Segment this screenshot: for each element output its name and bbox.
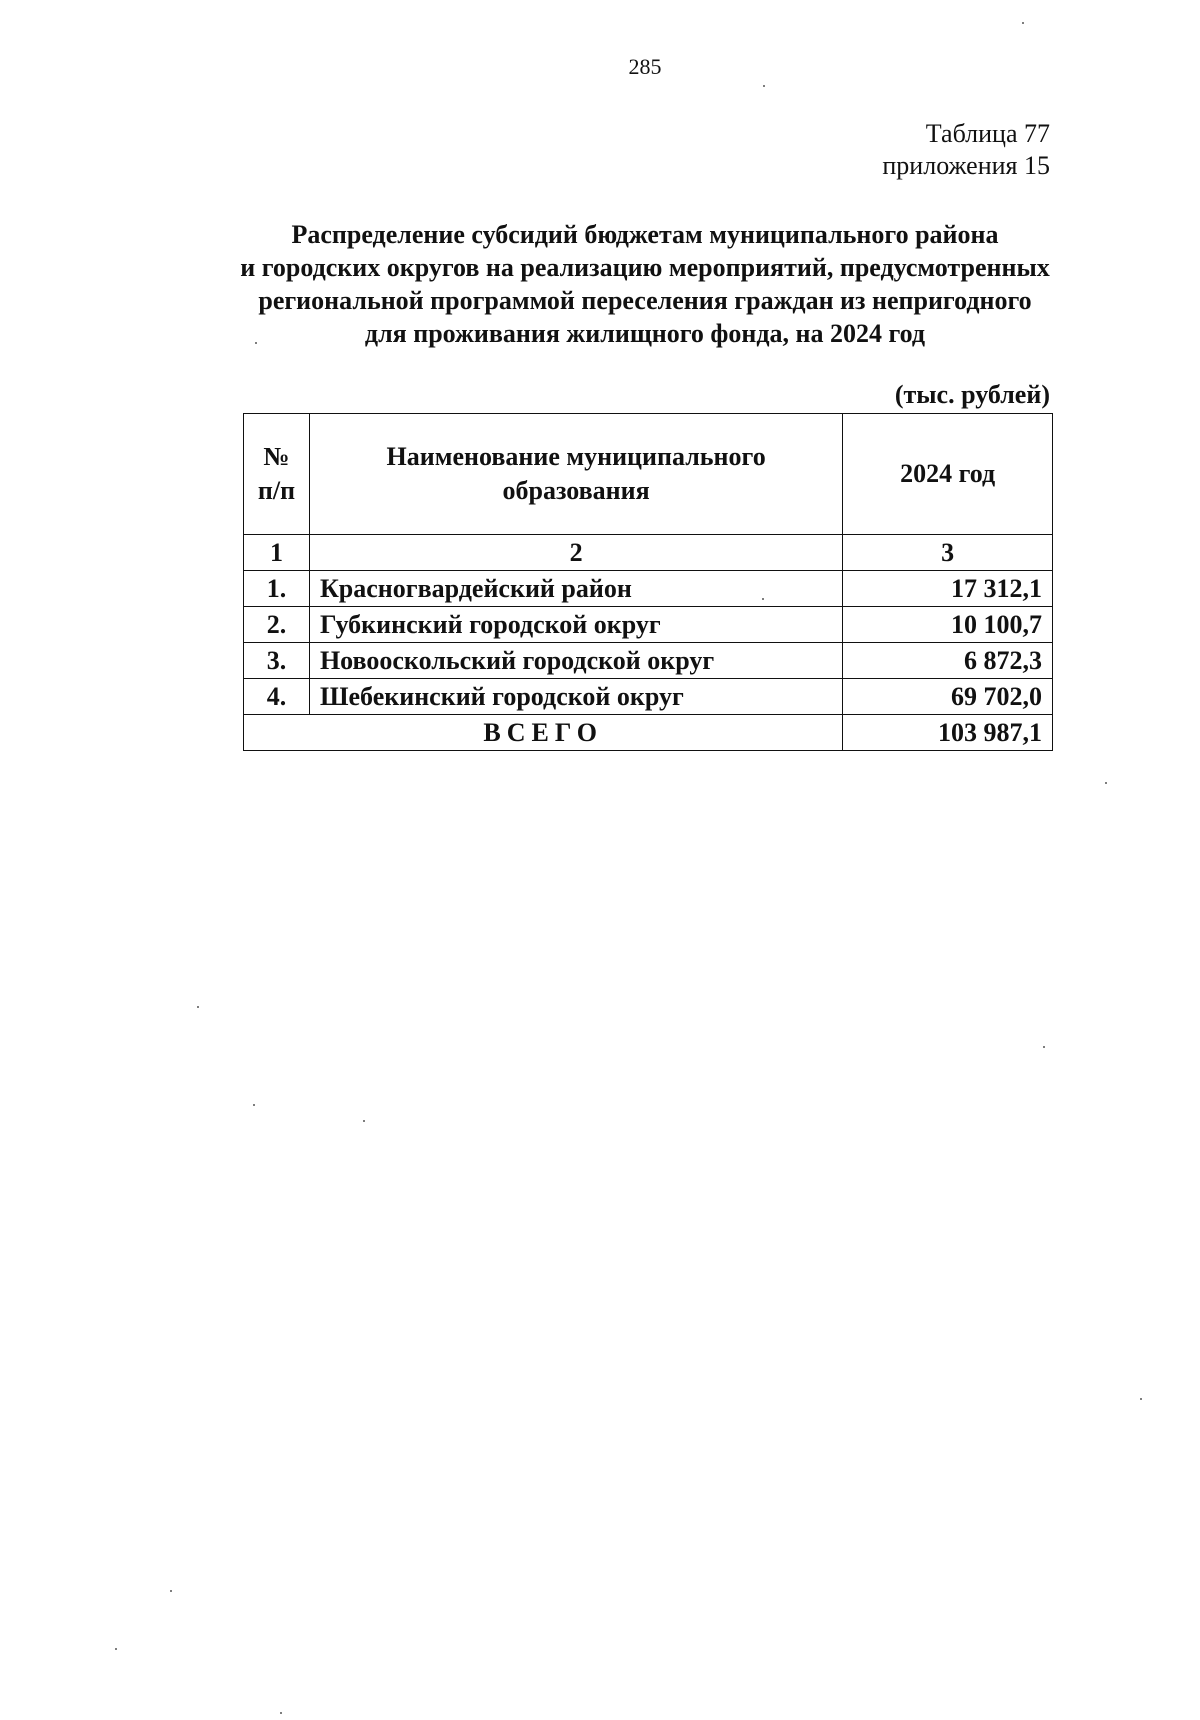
title-line-4: для проживания жилищного фонда, на 2024 год (364, 319, 926, 348)
document-title (180, 218, 1110, 350)
table-row (244, 643, 1053, 679)
total-label: ВСЕГО (244, 715, 843, 751)
scan-speck (1022, 22, 1024, 24)
row-value: 69 702,0 (843, 679, 1053, 715)
column-numbers-row (244, 535, 1053, 571)
scan-speck (762, 598, 764, 600)
header-municipality-line-2: образования (502, 476, 650, 505)
row-municipality: Губкинский городской округ (309, 607, 842, 643)
subsidy-table (243, 413, 1053, 751)
table-reference-line-2: приложения 15 (882, 151, 1050, 180)
row-value: 17 312,1 (843, 571, 1053, 607)
title-line-1: Распределение субсидий бюджетам муниципального района (291, 220, 999, 249)
header-number-line-2: п/п (257, 476, 296, 505)
scan-speck (363, 1120, 365, 1122)
scan-speck (1043, 1046, 1045, 1048)
scan-speck (115, 1648, 117, 1650)
row-number: 4. (244, 679, 310, 715)
header-number-line-1: № (263, 442, 290, 471)
table-reference-line-1: Таблица 77 (925, 119, 1050, 148)
header-municipality-line-1: Наименование муниципального (386, 442, 766, 471)
page-number: 285 (628, 54, 662, 79)
row-municipality: Новооскольский городской округ (309, 643, 842, 679)
row-municipality: Красногвардейский район (309, 571, 842, 607)
table-reference (882, 118, 1050, 182)
header-number (244, 414, 310, 535)
scan-speck (170, 1590, 172, 1592)
scan-speck (253, 1104, 255, 1106)
row-value: 10 100,7 (843, 607, 1053, 643)
units-label: (тыс. рублей) (894, 380, 1050, 409)
total-row (244, 715, 1053, 751)
scan-speck (280, 1712, 282, 1714)
scan-speck (1140, 1398, 1142, 1400)
table-row (244, 679, 1053, 715)
header-municipality (309, 414, 842, 535)
scan-speck (197, 1006, 199, 1008)
scan-speck (1105, 782, 1107, 784)
column-number-2: 2 (309, 535, 842, 571)
scan-speck (763, 85, 765, 87)
column-number-1: 1 (244, 535, 310, 571)
header-year: 2024 год (843, 414, 1053, 535)
table-row (244, 571, 1053, 607)
table-row (244, 607, 1053, 643)
total-value: 103 987,1 (843, 715, 1053, 751)
title-line-2: и городских округов на реализацию мероприятий, предусмотренных (240, 253, 1050, 282)
table-header-row (244, 414, 1053, 535)
scan-speck (255, 342, 257, 344)
column-number-3: 3 (843, 535, 1053, 571)
row-number: 1. (244, 571, 310, 607)
title-line-3: региональной программой переселения граждан из непригодного (258, 286, 1032, 315)
row-municipality: Шебекинский городской округ (309, 679, 842, 715)
row-number: 3. (244, 643, 310, 679)
row-value: 6 872,3 (843, 643, 1053, 679)
row-number: 2. (244, 607, 310, 643)
